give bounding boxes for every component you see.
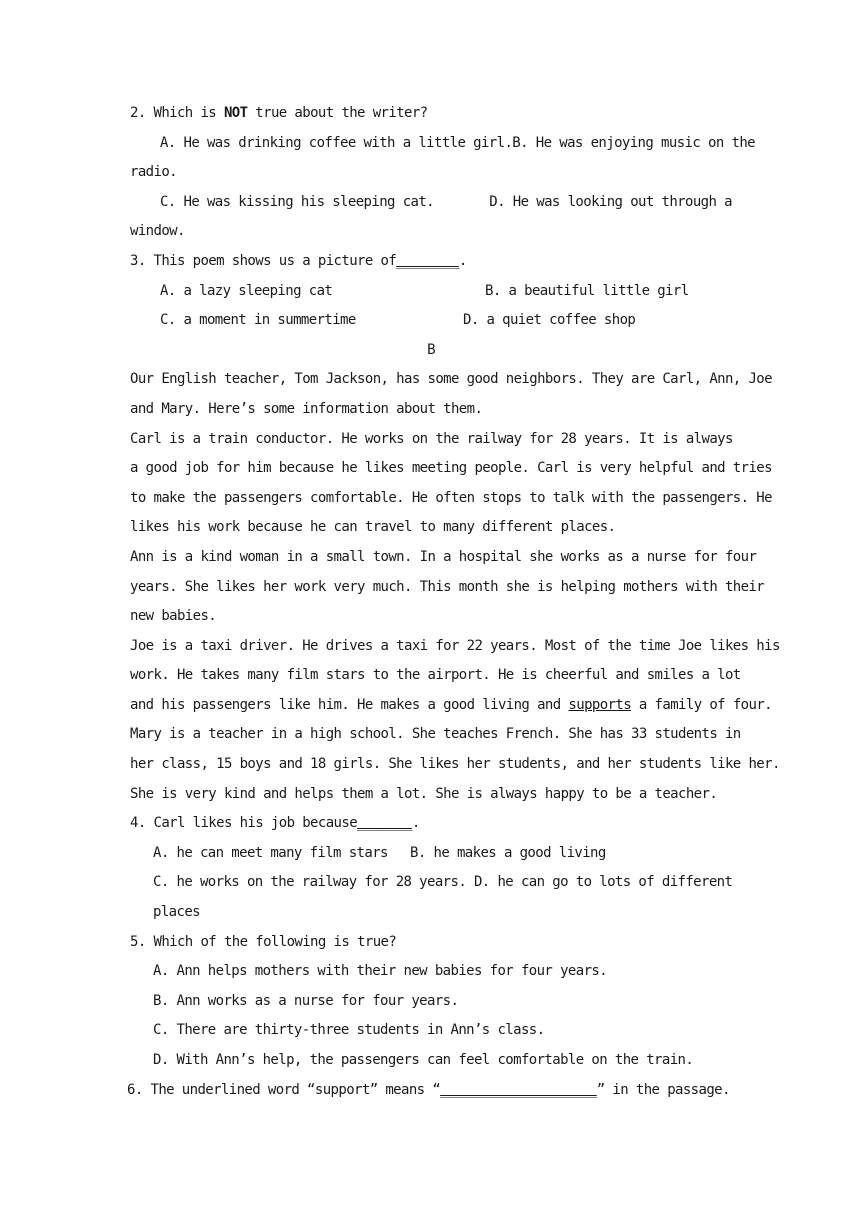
question-2-bold-word: NOT bbox=[223, 105, 248, 121]
passage-line: new babies. bbox=[130, 608, 217, 625]
question-4-options-ab bbox=[130, 839, 732, 869]
passage-line: Mary is a teacher in a high school. She teaches French. She has 33 students in bbox=[130, 726, 741, 743]
question-2-option-d-cont: window. bbox=[130, 223, 185, 240]
question-6-blank: ____________________ bbox=[440, 1081, 597, 1098]
question-2-options-ab bbox=[130, 129, 755, 159]
passage-text: a family of four. bbox=[631, 696, 772, 713]
question-3-options-cd bbox=[130, 306, 732, 336]
question-6-text: 6. The underlined word “support” means “ bbox=[127, 1081, 441, 1098]
passage-line: a good job for him because he likes meeting people. Carl is very helpful and tries bbox=[130, 460, 772, 477]
question-6-stem bbox=[127, 1076, 732, 1106]
question-2-option-a: A. He was drinking coffee with a little girl. bbox=[160, 134, 513, 151]
passage-line: She is very kind and helps them a lot. She is always happy to be a teacher. bbox=[130, 785, 718, 802]
question-4-end: . bbox=[411, 815, 420, 832]
question-4-option-b: B. he makes a good living bbox=[410, 844, 606, 861]
question-3-text: 3. This poem shows us a picture of bbox=[130, 252, 397, 269]
passage-text: and his passengers like him. He makes a good living and bbox=[130, 696, 569, 713]
passage-line: years. She likes her work very much. This month she is helping mothers with their bbox=[130, 578, 765, 595]
question-3-end: . bbox=[458, 252, 467, 269]
question-2-option-b: B. He was enjoying music on the bbox=[512, 134, 755, 151]
question-3-option-b: B. a beautiful little girl bbox=[485, 282, 689, 299]
passage-line: Carl is a train conductor. He works on the railway for 28 years. It is always bbox=[130, 430, 733, 447]
passage-line: likes his work because he can travel to many different places. bbox=[130, 519, 616, 536]
question-2-stem bbox=[130, 99, 732, 129]
question-3-option-c: C. a moment in summertime bbox=[160, 312, 356, 329]
exam-page bbox=[127, 99, 780, 1105]
passage-line bbox=[130, 691, 772, 721]
question-4-text: 4. Carl likes his job because bbox=[130, 815, 358, 832]
question-3-options-ab bbox=[130, 277, 732, 307]
passage-line: Our English teacher, Tom Jackson, has some good neighbors. They are Carl, Ann, Joe bbox=[130, 371, 772, 388]
section-heading-b: B bbox=[427, 341, 435, 358]
question-2-option-d: D. He was looking out through a bbox=[489, 193, 732, 210]
question-3-option-a: A. a lazy sleeping cat bbox=[160, 282, 333, 299]
question-2-options-cd bbox=[130, 188, 732, 218]
question-5-option-c: C. There are thirty-three students in Ann’s class. bbox=[153, 1022, 545, 1039]
passage-line: Joe is a taxi driver. He drives a taxi for 22 years. Most of the time Joe likes his bbox=[130, 637, 780, 654]
question-6-text-end: ” in the passage. bbox=[596, 1081, 730, 1098]
question-2-option-c: C. He was kissing his sleeping cat. bbox=[160, 193, 435, 210]
passage-line: to make the passengers comfortable. He often stops to talk with the passengers. He bbox=[130, 489, 772, 506]
question-4-option-a: A. he can meet many film stars bbox=[153, 844, 388, 861]
question-2-option-b-cont: radio. bbox=[130, 164, 177, 181]
passage-line: her class, 15 boys and 18 girls. She likes her students, and her students like her. bbox=[130, 756, 780, 773]
underlined-word: supports bbox=[568, 696, 632, 713]
passage-line: work. He takes many film stars to the airport. He is cheerful and smiles a lot bbox=[130, 667, 741, 684]
question-3-option-d: D. a quiet coffee shop bbox=[463, 312, 636, 329]
question-3-stem bbox=[130, 247, 732, 277]
question-5-option-b: B. Ann works as a nurse for four years. bbox=[153, 992, 459, 1009]
question-2-text: 2. Which is bbox=[130, 105, 224, 121]
question-5-stem: 5. Which of the following is true? bbox=[130, 933, 397, 950]
question-4-option-d-cont: places bbox=[153, 904, 200, 921]
question-4-stem bbox=[130, 809, 732, 839]
question-5-option-a: A. Ann helps mothers with their new babies for four years. bbox=[153, 963, 608, 980]
passage-line: and Mary. Here’s some information about them. bbox=[130, 400, 483, 417]
passage-line: Ann is a kind woman in a small town. In a hospital she works as a nurse for four bbox=[130, 548, 757, 565]
question-4-options-cd: C. he works on the railway for 28 years. D. he can go to lots of different bbox=[153, 874, 733, 891]
question-3-blank: ________ bbox=[396, 252, 459, 269]
question-2-text-end: true about the writer? bbox=[247, 105, 428, 121]
question-4-blank: _______ bbox=[357, 815, 412, 832]
question-5-option-d: D. With Ann’s help, the passengers can feel comfortable on the train. bbox=[153, 1052, 694, 1068]
